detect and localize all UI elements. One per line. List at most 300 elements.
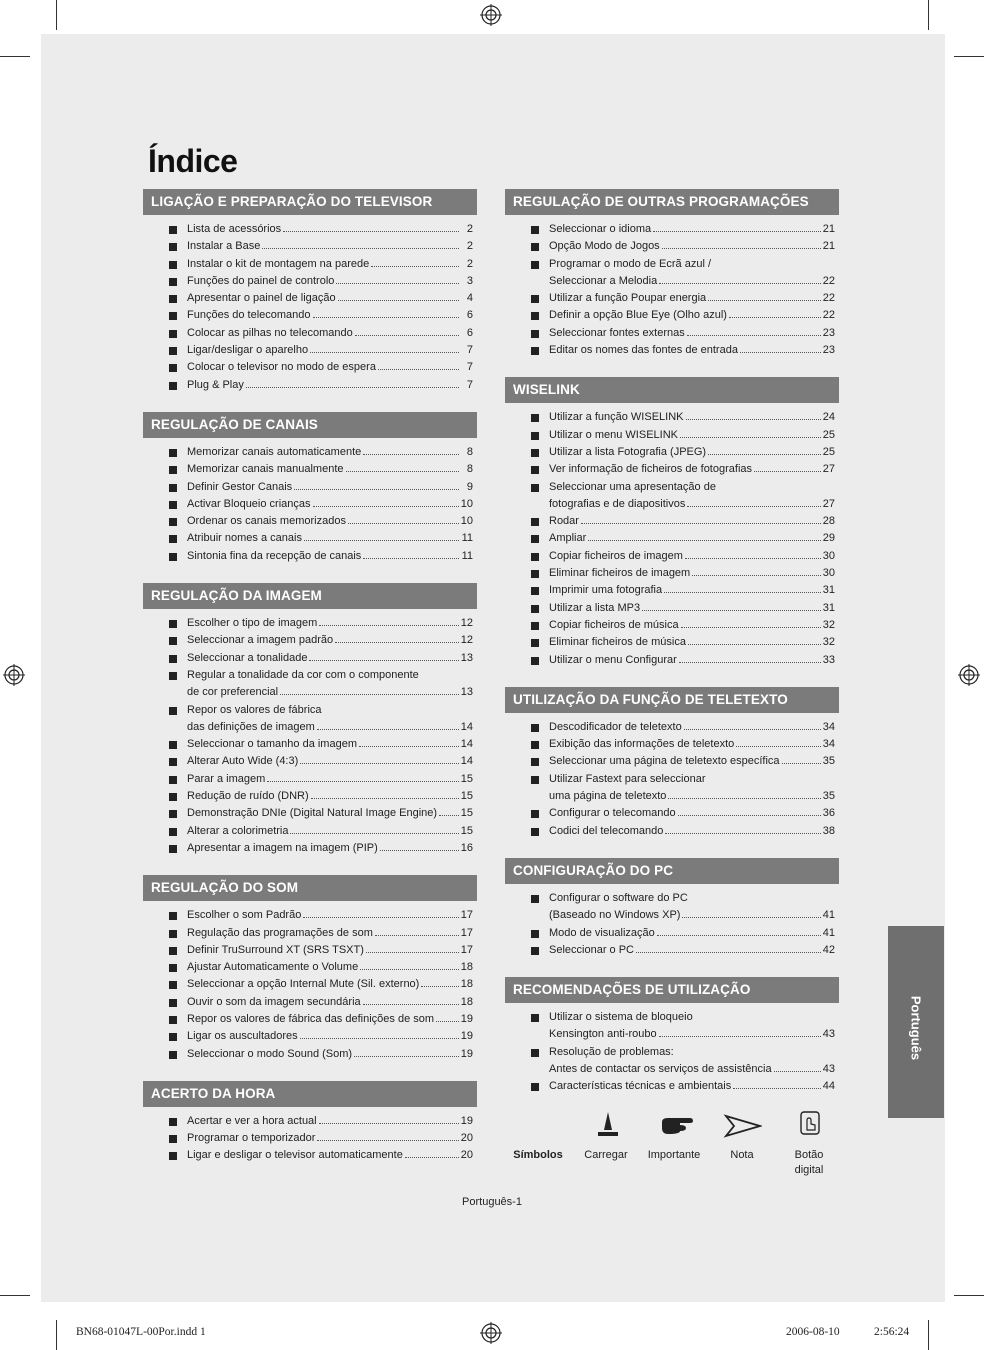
- dot-leader: [678, 807, 821, 816]
- toc-entry[interactable]: [531, 1044, 839, 1079]
- toc-entry-row: [187, 273, 473, 290]
- toc-entry-label: Ligar/desligar o aparelho: [187, 344, 309, 357]
- toc-section: [143, 412, 477, 565]
- toc-entry-label: uma página de teletexto: [549, 790, 667, 803]
- toc-entry-row: [187, 736, 473, 753]
- symbol-label-nota: Nota: [730, 1149, 754, 1161]
- toc-entry[interactable]: [531, 823, 839, 840]
- dot-leader: [283, 223, 459, 232]
- toc-entry[interactable]: [169, 736, 477, 753]
- toc-entry[interactable]: [531, 461, 839, 478]
- toc-entry-page: 15: [460, 824, 473, 837]
- toc-entry[interactable]: [169, 1028, 477, 1045]
- dot-leader: [729, 309, 821, 318]
- toc-entry-row: [549, 1026, 835, 1043]
- toc-entry-page: 13: [460, 686, 473, 699]
- toc-entry-page: 27: [822, 463, 835, 476]
- dot-leader: [375, 927, 459, 936]
- dot-leader: [309, 652, 458, 661]
- toc-entry-row: [187, 1147, 473, 1164]
- toc-entry[interactable]: [169, 290, 477, 307]
- dot-leader: [280, 686, 459, 695]
- toc-entry[interactable]: [169, 925, 477, 942]
- toc-entry-label-line: Configurar o software do PC: [549, 891, 688, 904]
- toc-entry[interactable]: [531, 513, 839, 530]
- square-bullet-icon: [531, 261, 539, 269]
- toc-entry-row: [187, 719, 473, 736]
- toc-entry-page: 15: [460, 807, 473, 820]
- toc-entry-page: 17: [460, 909, 473, 922]
- toc-entry[interactable]: [531, 221, 839, 238]
- toc-entry[interactable]: [169, 942, 477, 959]
- toc-entry[interactable]: [531, 1078, 839, 1095]
- toc-right-column: [505, 189, 839, 1114]
- toc-entry-page: 25: [822, 428, 835, 441]
- dot-leader: [313, 498, 459, 507]
- dot-leader: [405, 1149, 459, 1158]
- toc-entry-page: 2: [466, 223, 473, 235]
- toc-entry[interactable]: [169, 377, 477, 394]
- square-bullet-icon: [531, 724, 539, 732]
- toc-entry[interactable]: [531, 342, 839, 359]
- dot-leader: [363, 996, 459, 1005]
- dot-leader: [679, 654, 821, 663]
- toc-entry[interactable]: [169, 496, 477, 513]
- toc-entry-label: Alterar a colorimetria: [187, 824, 289, 837]
- toc-entry[interactable]: [169, 256, 477, 273]
- toc-entry[interactable]: [169, 548, 477, 565]
- toc-entry-label: Utilizar a função Poupar energia: [549, 292, 707, 305]
- crop-mark: [0, 56, 30, 57]
- toc-entry-label: Exibição das informações de teletexto: [549, 738, 735, 751]
- dot-leader: [680, 429, 821, 438]
- toc-entry-row: [187, 840, 473, 857]
- toc-entry[interactable]: [531, 530, 839, 547]
- dot-leader: [687, 327, 821, 336]
- toc-entry-label-line: Regular a tonalidade da cor com o componente: [187, 668, 419, 681]
- toc-entry-row: [549, 1061, 835, 1078]
- dot-leader: [246, 379, 459, 388]
- toc-entry-row: [549, 548, 835, 565]
- toc-entry[interactable]: [169, 805, 477, 822]
- toc-entry[interactable]: [169, 221, 477, 238]
- dot-leader: [348, 515, 459, 524]
- square-bullet-icon: [531, 449, 539, 457]
- dot-leader: [685, 550, 821, 559]
- square-bullet-icon: [531, 605, 539, 613]
- toc-entry[interactable]: [169, 1147, 477, 1164]
- toc-entry-label: Seleccionar o idioma: [549, 223, 652, 235]
- toc-entry-row: [187, 684, 473, 701]
- toc-entry-page: 10: [460, 497, 473, 510]
- toc-entry-row: [187, 925, 473, 942]
- toc-entry[interactable]: [531, 925, 839, 942]
- toc-entry-label-line: Seleccionar uma apresentação de: [549, 480, 716, 493]
- toc-entry-label: Descodificador de teletexto: [549, 720, 682, 733]
- square-bullet-icon: [169, 1016, 177, 1024]
- toc-entry[interactable]: [169, 907, 477, 924]
- toc-entry-row: [187, 994, 473, 1011]
- toc-entry[interactable]: [169, 994, 477, 1011]
- dot-leader: [782, 755, 821, 764]
- language-side-label: Português: [908, 995, 924, 1061]
- toc-entry-row: [549, 238, 835, 255]
- toc-entry[interactable]: [169, 753, 477, 770]
- square-bullet-icon: [169, 912, 177, 920]
- toc-entry-label: fotografias e de diapositivos: [549, 497, 686, 510]
- dot-leader: [659, 1028, 821, 1037]
- toc-entry[interactable]: [531, 652, 839, 669]
- toc-list: [505, 1009, 839, 1095]
- toc-entry-label: Instalar a Base: [187, 240, 261, 253]
- toc-entry-label: Seleccionar o tamanho da imagem: [187, 738, 357, 751]
- square-bullet-icon: [531, 570, 539, 578]
- toc-entry[interactable]: [531, 771, 839, 806]
- square-bullet-icon: [531, 1014, 539, 1022]
- toc-entry-row: [549, 221, 835, 238]
- dot-leader: [290, 825, 458, 834]
- toc-entry[interactable]: [531, 736, 839, 753]
- toc-entry-page: 44: [822, 1080, 835, 1093]
- toc-entry-page: 20: [460, 1149, 473, 1162]
- toc-entry[interactable]: [169, 840, 477, 857]
- toc-entry[interactable]: [169, 273, 477, 290]
- section-heading: REGULAÇÃO DA IMAGEM: [143, 583, 477, 609]
- toc-entry-row: [187, 805, 473, 822]
- dot-leader: [692, 567, 821, 576]
- dot-leader: [653, 223, 821, 232]
- toc-entry[interactable]: [531, 565, 839, 582]
- toc-entry-row: [549, 409, 835, 426]
- square-bullet-icon: [531, 243, 539, 251]
- toc-entry-label: Plug & Play: [187, 378, 244, 391]
- toc-entry[interactable]: [169, 461, 477, 478]
- toc-entry-label: Parar a imagem: [187, 772, 266, 785]
- toc-entry-label-line: Utilizar o sistema de bloqueio: [549, 1011, 693, 1024]
- square-bullet-icon: [531, 1083, 539, 1091]
- toc-entry[interactable]: [531, 444, 839, 461]
- toc-entry[interactable]: [169, 959, 477, 976]
- square-bullet-icon: [169, 707, 177, 715]
- toc-entry-page: 22: [822, 309, 835, 322]
- dot-leader: [581, 515, 821, 524]
- toc-entry-page: 35: [822, 755, 835, 768]
- toc-entry-page: 3: [466, 274, 473, 287]
- toc-entry-row: [549, 1078, 835, 1095]
- toc-entry-label: Utilizar a lista Fotografia (JPEG): [549, 445, 707, 458]
- square-bullet-icon: [169, 501, 177, 509]
- toc-entry-label: Definir a opção Blue Eye (Olho azul): [549, 309, 727, 322]
- toc-entry-row: [187, 615, 473, 632]
- toc-entry[interactable]: [169, 325, 477, 342]
- toc-entry[interactable]: [531, 290, 839, 307]
- toc-entry-page: 22: [822, 292, 835, 305]
- toc-entry[interactable]: [169, 530, 477, 547]
- square-bullet-icon: [169, 810, 177, 818]
- toc-entry[interactable]: [531, 805, 839, 822]
- square-bullet-icon: [169, 999, 177, 1007]
- crop-mark: [56, 0, 57, 30]
- toc-entry-page: 11: [461, 549, 473, 562]
- toc-entry[interactable]: [169, 479, 477, 496]
- toc-entry-page: 2: [466, 240, 473, 253]
- toc-entry-row: [187, 548, 473, 565]
- toc-entry-label: Memorizar canais automaticamente: [187, 445, 362, 458]
- toc-entry[interactable]: [169, 976, 477, 993]
- toc-entry-label-line: Utilizar Fastext para seleccionar: [549, 772, 706, 785]
- toc-list: [143, 907, 477, 1063]
- square-bullet-icon: [169, 758, 177, 766]
- toc-entry[interactable]: [169, 771, 477, 788]
- toc-entry-label: Programar o temporizador: [187, 1132, 316, 1145]
- toc-entry-label: Imprimir uma fotografia: [549, 584, 663, 597]
- square-bullet-icon: [169, 330, 177, 338]
- dot-leader: [360, 961, 459, 970]
- toc-list: [143, 444, 477, 565]
- toc-entry-page: 22: [822, 274, 835, 287]
- dot-leader: [436, 1013, 459, 1022]
- toc-section: [505, 687, 839, 840]
- toc-entry-page: 31: [822, 584, 835, 597]
- square-bullet-icon: [169, 484, 177, 492]
- toc-section: [143, 189, 477, 394]
- toc-entry-label: Repor os valores de fábrica das definições de som: [187, 1012, 435, 1025]
- press-icon: [588, 1110, 628, 1138]
- dot-leader: [294, 481, 459, 490]
- section-heading: REGULAÇÃO DO SOM: [143, 875, 477, 901]
- toc-entry-page: 15: [460, 772, 473, 785]
- slug-file: BN68-01047L-00Por.indd 1: [76, 1326, 206, 1338]
- toc-entry[interactable]: [531, 890, 839, 925]
- toc-entry-page: 12: [460, 634, 473, 647]
- dot-leader: [708, 446, 821, 455]
- square-bullet-icon: [169, 1118, 177, 1126]
- toc-entry[interactable]: [531, 238, 839, 255]
- toc-entry-page: 19: [460, 1047, 473, 1060]
- square-bullet-icon: [531, 895, 539, 903]
- toc-entry-row: [549, 719, 835, 736]
- toc-entry-label: Características técnicas e ambientais: [549, 1080, 732, 1093]
- toc-entry[interactable]: [169, 1046, 477, 1063]
- toc-entry-label: Utilizar o menu Configurar: [549, 653, 677, 666]
- toc-entry[interactable]: [169, 513, 477, 530]
- dot-leader: [338, 292, 459, 301]
- toc-entry[interactable]: [169, 1113, 477, 1130]
- dot-leader: [657, 927, 821, 936]
- square-bullet-icon: [169, 741, 177, 749]
- toc-entry[interactable]: [531, 942, 839, 959]
- toc-entry-label: Kensington anti-roubo: [549, 1028, 657, 1041]
- square-bullet-icon: [169, 553, 177, 561]
- toc-entry-row: [549, 582, 835, 599]
- toc-entry-label: Modo de visualização: [549, 926, 655, 939]
- toc-entry[interactable]: [531, 719, 839, 736]
- toc-entry[interactable]: [169, 238, 477, 255]
- toc-entry-page: 34: [822, 720, 835, 733]
- toc-entry-row: [549, 942, 835, 959]
- dot-leader: [354, 1048, 459, 1057]
- toc-entry-page: 19: [460, 1012, 473, 1025]
- square-bullet-icon: [169, 672, 177, 680]
- toc-entry[interactable]: [169, 823, 477, 840]
- toc-entry[interactable]: [169, 359, 477, 376]
- toc-entry[interactable]: [531, 600, 839, 617]
- toc-entry-row: [549, 444, 835, 461]
- crop-mark: [954, 56, 984, 57]
- toc-section: [505, 189, 839, 359]
- toc-entry-page: 13: [460, 651, 473, 664]
- toc-entry[interactable]: [531, 548, 839, 565]
- square-bullet-icon: [531, 758, 539, 766]
- dot-leader: [304, 532, 459, 541]
- toc-entry-page: 14: [460, 755, 473, 768]
- toc-entry[interactable]: [531, 479, 839, 514]
- toc-entry[interactable]: [169, 1130, 477, 1147]
- square-bullet-icon: [531, 312, 539, 320]
- toc-entry[interactable]: [531, 325, 839, 342]
- square-bullet-icon: [531, 639, 539, 647]
- toc-entry-page: 41: [822, 926, 835, 939]
- toc-entry-page: 11: [461, 532, 473, 545]
- toc-entry-label: Colocar o televisor no modo de espera: [187, 361, 376, 374]
- square-bullet-icon: [531, 553, 539, 561]
- toc-entry-page: 38: [822, 824, 835, 837]
- dot-leader: [366, 944, 459, 953]
- toc-entry[interactable]: [531, 634, 839, 651]
- square-bullet-icon: [531, 518, 539, 526]
- square-bullet-icon: [531, 432, 539, 440]
- toc-entry-label: Utilizar a função WISELINK: [549, 411, 684, 424]
- toc-entry[interactable]: [531, 1009, 839, 1044]
- toc-entry-page: 28: [822, 515, 835, 528]
- toc-entry[interactable]: [169, 342, 477, 359]
- dot-leader: [336, 275, 459, 284]
- toc-entry[interactable]: [531, 753, 839, 770]
- toc-entry-row: [187, 238, 473, 255]
- toc-entry-row: [549, 307, 835, 324]
- registration-mark-icon: [480, 4, 502, 26]
- toc-entry[interactable]: [531, 409, 839, 426]
- toc-entry[interactable]: [169, 702, 477, 737]
- toc-entry[interactable]: [169, 788, 477, 805]
- dot-leader: [313, 309, 459, 318]
- toc-entry-label: Ajustar Automaticamente o Volume: [187, 961, 359, 974]
- toc-entry-page: 6: [466, 326, 473, 339]
- toc-entry-row: [549, 736, 835, 753]
- crop-mark: [56, 1320, 57, 1350]
- dot-leader: [665, 825, 820, 834]
- toc-entry-page: 27: [822, 497, 835, 510]
- toc-entry-page: 42: [822, 943, 835, 956]
- square-bullet-icon: [531, 776, 539, 784]
- square-bullet-icon: [531, 330, 539, 338]
- dot-leader: [303, 909, 458, 918]
- toc-entry[interactable]: [531, 427, 839, 444]
- square-bullet-icon: [531, 810, 539, 818]
- square-bullet-icon: [169, 295, 177, 303]
- section-heading: UTILIZAÇÃO DA FUNÇÃO DE TELETEXTO: [505, 687, 839, 713]
- toc-section: [505, 977, 839, 1095]
- toc-entry[interactable]: [169, 1011, 477, 1028]
- toc-entry[interactable]: [169, 667, 477, 702]
- toc-entry-row: [187, 771, 473, 788]
- toc-entry-row: [549, 565, 835, 582]
- toc-entry-page: 21: [822, 240, 835, 253]
- toc-entry-page: 25: [822, 445, 835, 458]
- toc-list: [143, 221, 477, 394]
- toc-entry-page: 23: [822, 326, 835, 339]
- square-bullet-icon: [531, 535, 539, 543]
- toc-entry-row: [187, 359, 473, 376]
- toc-entry[interactable]: [169, 650, 477, 667]
- dot-leader: [708, 292, 821, 301]
- toc-entry-page: 14: [460, 720, 473, 733]
- toc-entry-row: [549, 342, 835, 359]
- toc-entry-page: 8: [466, 445, 473, 458]
- toc-entry[interactable]: [531, 307, 839, 324]
- toc-entry-page: 33: [822, 653, 835, 666]
- pointing-hand-icon: [656, 1112, 696, 1140]
- toc-entry-label-line: Resolução de problemas:: [549, 1045, 674, 1058]
- dot-leader: [319, 617, 459, 626]
- square-bullet-icon: [169, 845, 177, 853]
- square-bullet-icon: [169, 364, 177, 372]
- square-bullet-icon: [169, 828, 177, 836]
- toc-entry-page: 17: [460, 943, 473, 956]
- dot-leader: [687, 498, 820, 507]
- square-bullet-icon: [169, 981, 177, 989]
- toc-entry[interactable]: [169, 307, 477, 324]
- square-bullet-icon: [531, 347, 539, 355]
- dot-leader: [686, 411, 821, 420]
- symbols-heading: Símbolos: [513, 1149, 563, 1161]
- toc-entry-label: Ligar e desligar o televisor automaticamente: [187, 1149, 403, 1162]
- section-heading: CONFIGURAÇÃO DO PC: [505, 858, 839, 884]
- dot-leader: [636, 944, 821, 953]
- toc-entry-page: 29: [822, 532, 835, 545]
- dot-leader: [319, 1115, 459, 1124]
- toc-section: [505, 858, 839, 959]
- dot-leader: [774, 1063, 821, 1072]
- dot-leader: [754, 463, 821, 472]
- dot-leader: [664, 584, 821, 593]
- toc-entry-row: [549, 805, 835, 822]
- toc-entry[interactable]: [531, 582, 839, 599]
- toc-entry[interactable]: [169, 444, 477, 461]
- toc-entry-page: 19: [460, 1114, 473, 1127]
- toc-entry[interactable]: [531, 617, 839, 634]
- section-heading: REGULAÇÃO DE CANAIS: [143, 412, 477, 438]
- toc-entry-page: 43: [822, 1062, 835, 1075]
- dot-leader: [642, 602, 821, 611]
- square-bullet-icon: [169, 243, 177, 251]
- toc-entry[interactable]: [169, 615, 477, 632]
- toc-entry-label-line: Programar o modo de Ecrã azul /: [549, 257, 712, 270]
- square-bullet-icon: [169, 947, 177, 955]
- registration-mark-icon: [3, 664, 25, 686]
- toc-entry-row: [549, 788, 835, 805]
- toc-entry[interactable]: [169, 632, 477, 649]
- toc-entry-label: Seleccionar o modo Sound (Som): [187, 1047, 353, 1060]
- square-bullet-icon: [169, 793, 177, 801]
- dot-leader: [363, 550, 459, 559]
- square-bullet-icon: [531, 587, 539, 595]
- dot-leader: [733, 1080, 821, 1089]
- toc-entry[interactable]: [531, 256, 839, 291]
- toc-entry-label: Seleccionar fontes externas: [549, 326, 685, 339]
- toc-list: [505, 890, 839, 959]
- toc-entry-row: [549, 290, 835, 307]
